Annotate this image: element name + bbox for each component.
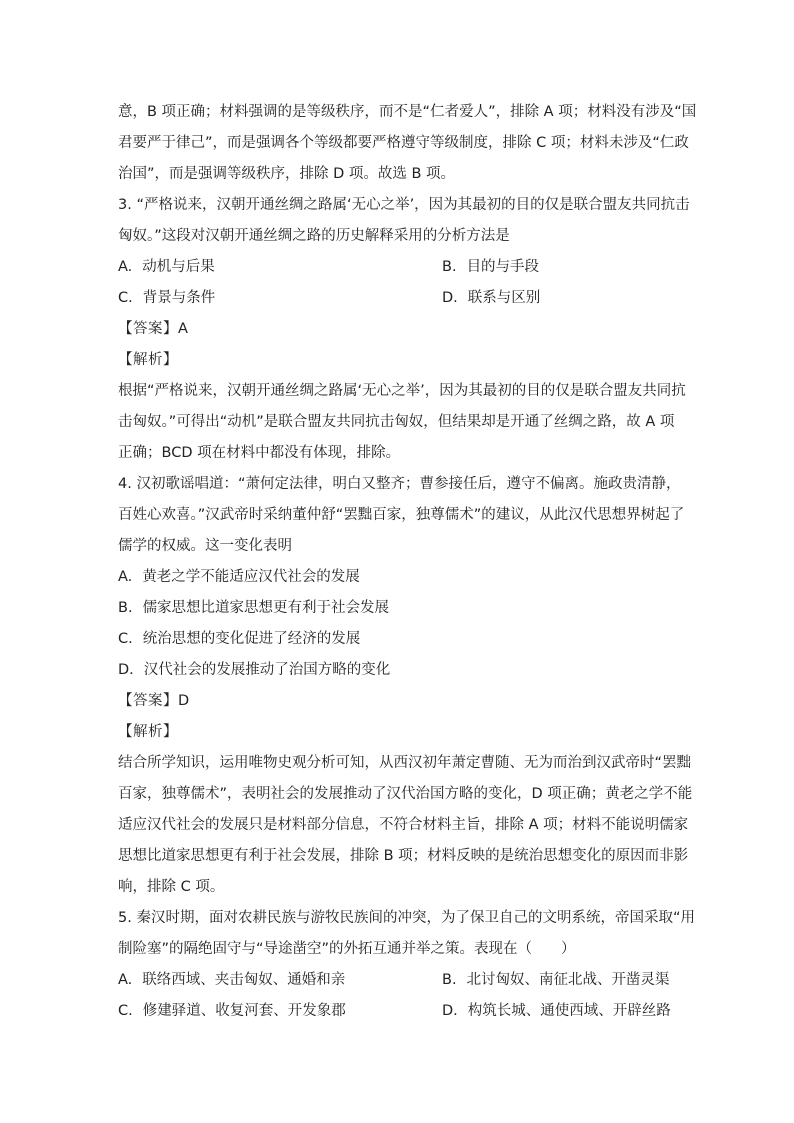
q5-option-b: B. 北讨匈奴、南征北战、开凿灵渠: [442, 972, 670, 988]
q5-stem-line: 制险塞”的隔绝固守与“导途凿空”的外拓互通并举之策。表现在（ ）: [118, 941, 576, 957]
q4-analysis-line: 百家，独尊儒术”，表明社会的发展推动了汉代治国方略的变化，D 项正确；黄老之学不能: [118, 786, 693, 802]
q3-option-b: B. 目的与手段: [442, 259, 540, 275]
q4-option-b: B. 儒家思想比道家思想更有利于社会发展: [118, 600, 390, 616]
prev-explanation-line: 意，B 项正确；材料强调的是等级秩序，而不是“仁者爱人”，排除 A 项；材料没有涉及“国: [118, 104, 697, 120]
q3-analysis-line: 击匈奴。”可得出“动机”是联合盟友共同抗击匈奴，但结果却是开通了丝绸之路，故 A 项: [118, 414, 675, 430]
q3-options-row: [118, 288, 678, 308]
q4-option-c: C. 统治思想的变化促进了经济的发展: [118, 631, 361, 647]
prev-explanation-line: 君要严于律己”，而是强调各个等级都要严格遵守等级制度，排除 C 项；材料未涉及“仁政: [118, 135, 689, 151]
q3-option-c: C. 背景与条件: [118, 290, 216, 306]
q5-option-a: A. 联络西域、夹击匈奴、通婚和亲: [118, 972, 346, 988]
q5-options-row: [118, 970, 678, 990]
q4-option-a: A. 黄老之学不能适应汉代社会的发展: [118, 569, 360, 585]
q5-stem-line: 5. 秦汉时期，面对农耕民族与游牧民族间的冲突，为了保卫自己的文明系统，帝国采取“用: [118, 910, 695, 926]
q5-options-row: [118, 1001, 678, 1021]
q4-analysis-line: 响，排除 C 项。: [118, 879, 225, 895]
q4-option-d: D. 汉代社会的发展推动了治国方略的变化: [118, 662, 391, 678]
q5-option-c: C. 修建驿道、收复河套、开发象郡: [118, 1003, 346, 1019]
q3-answer: 【答案】A: [118, 321, 189, 337]
q4-analysis-line: 结合所学知识，运用唯物史观分析可知，从西汉初年萧定曹随、无为而治到汉武帝时“罢黜: [118, 755, 692, 771]
q4-analysis-label: 【解析】: [118, 724, 178, 740]
q5-option-d: D. 构筑长城、通使西域、开辟丝路: [442, 1003, 671, 1019]
q4-stem-line: 4. 汉初歌谣唱道：“萧何定法律，明白又整齐；曹参接任后，遵守不偏离。施政贵清静，: [118, 476, 681, 492]
q4-stem-line: 儒学的权威。这一变化表明: [118, 538, 292, 554]
q4-analysis-line: 思想比道家思想更有利于社会发展，排除 B 项；材料反映的是统治思想变化的原因而非影: [118, 848, 689, 864]
q3-analysis-label: 【解析】: [118, 352, 178, 368]
q3-stem-line: 匈奴。”这段对汉朝开通丝绸之路的历史解释采用的分析方法是: [118, 228, 510, 244]
prev-explanation-line: 治国”，而是强调等级秩序，排除 D 项。故选 B 项。: [118, 166, 456, 182]
q3-option-a: A. 动机与后果: [118, 259, 215, 275]
q3-analysis-line: 根据“严格说来，汉朝开通丝绸之路属‘无心之举’，因为其最初的目的仅是联合盟友共同抗: [118, 383, 686, 399]
q3-stem-line: 3. “严格说来，汉朝开通丝绸之路属‘无心之举’，因为其最初的目的仅是联合盟友共同抗击: [118, 197, 690, 213]
q4-stem-line: 百姓心欢喜。”汉武帝时采纳董仲舒“罢黜百家，独尊儒术”的建议，从此汉代思想界树起了: [118, 507, 685, 523]
q3-option-d: D. 联系与区别: [442, 290, 541, 306]
q4-analysis-line: 适应汉代社会的发展只是材料部分信息，不符合材料主旨，排除 A 项；材料不能说明儒家: [118, 817, 689, 833]
q3-analysis-line: 正确；BCD 项在材料中都没有体现，排除。: [118, 445, 401, 461]
q4-answer: 【答案】D: [118, 693, 190, 709]
q3-options-row: [118, 257, 678, 277]
